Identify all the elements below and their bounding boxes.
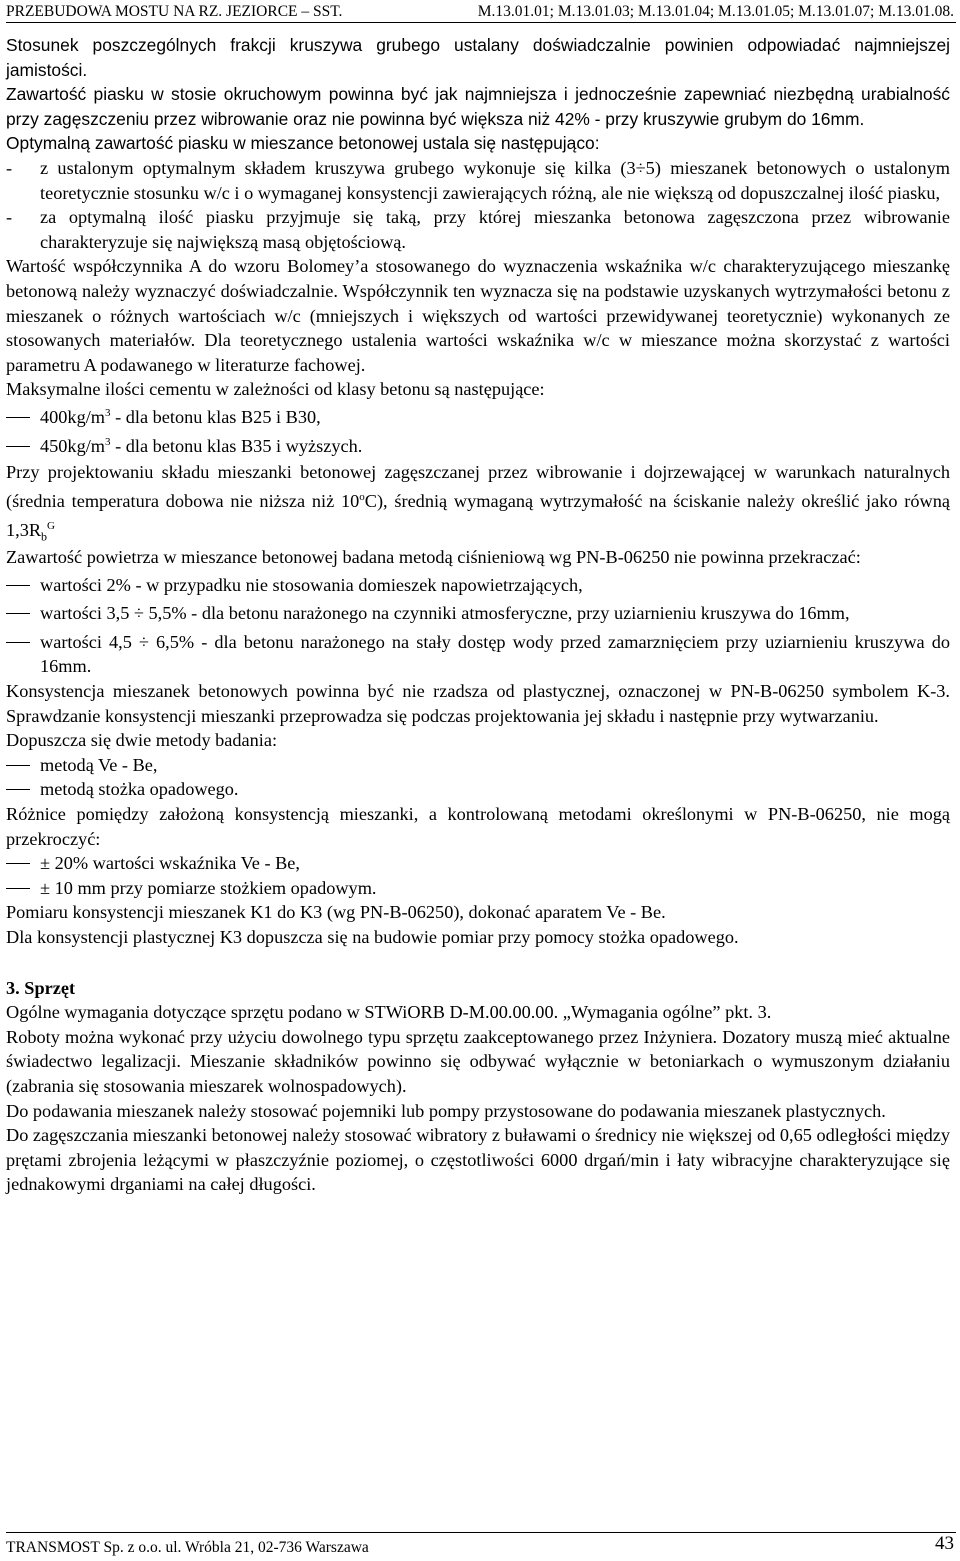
cement-value: 400kg/m [40,406,106,427]
paragraph-design-strength: Przy projektowaniu składu mieszanki betonowej zagęszczanej przez wibrowanie i dojrzewającej w warunkach naturalnych (średnia temperatura dobowa nie niższa niż 10$^o$C), średnią wymaganą wytrzymałość na ściskanie należy określić jako równą $1,3R_b^G$ [6,462,950,544]
paragraph-equipment-pumps: Do podawania mieszanek należy stosować pojemniki lub pompy przystosowane do podawania mieszanek plastycznych. [6,1100,886,1121]
list-item [6,205,950,254]
list-item-text: wartości 2% - w przypadku nie stosowania domieszek napowietrzających, [40,574,583,595]
cement-desc: - dla betonu klas B35 i wyższych. [110,435,363,456]
list-item-text: wartości 3,5 ÷ 5,5% - dla betonu narażonego na czynniki atmosferyczne, przy uziarnieniu kruszywa do 16mm, [40,603,850,624]
section-heading: 3. Sprzęt [6,977,76,998]
dash-marker [6,777,40,801]
list-item [6,777,950,802]
dash-marker [6,405,40,429]
list-marker: - [6,157,13,178]
paragraph-consistency: Konsystencja mieszanek betonowych powinna być nie rzadsza od plastycznej, oznaczonej w PN-B-06250 symbolem K-3. Sprawdzanie konsystencji mieszanki przeprowadza się podczas projektowania jej składu i następnie przy wytwarzaniu. [6,681,950,726]
footer-company-address: TRANSMOST Sp. z o.o. ul. Wróbla 21, 02-736 Warszawa [6,1539,369,1556]
cement-desc: - dla betonu klas B25 i B30, [110,406,321,427]
dash-marker [6,876,40,900]
page-number: 43 [935,1533,954,1554]
page-footer [6,1532,956,1559]
paragraph-optimal-sand: Optymalną zawartość piasku w mieszance betonowej ustala się następująco: [6,133,600,154]
list-item-text: wartości 4,5 ÷ 6,5% - dla betonu narażonego na stały dostęp wody przed zamarznięciem przy uziarnieniu kruszywa do 16mm. [40,631,950,677]
list-item-text: za optymalną ilość piasku przyjmuje się taką, przy której mieszanka betonowa zagęszczona przez wibrowanie charakteryzuje się największą masą objętościową. [40,207,950,252]
paragraph-max-cement: Maksymalne ilości cementu w zależności od klasy betonu są następujące: [6,379,545,400]
list-item-text: ± 10 mm przy pomiarze stożkiem opadowym. [40,877,377,898]
paragraph-tolerances: Różnice pomiędzy założoną konsystencją mieszanki, a kontrolowaną metodami określonymi w PN-B-06250, nie mogą przekroczyć: [6,804,950,849]
paragraph-test-methods: Dopuszcza się dwie metody badania: [6,730,278,751]
dash-marker [6,753,40,777]
dash-marker [6,601,40,625]
list-item [6,156,950,205]
list-item [6,601,950,626]
list-item [6,434,950,459]
list-item [6,573,950,598]
document-body [6,33,950,1197]
list-item-text: metodą stożka opadowego. [40,779,239,800]
list-item [6,851,950,876]
list-item-text: ± 20% wartości wskaźnika Ve - Be, [40,853,300,874]
dash-marker [6,630,40,654]
list-item [6,405,950,430]
list-item [6,753,950,778]
paragraph-equipment-vibrators: Do zagęszczania mieszanki betonowej należy stosować wibratory z buławami o średnicy nie większej od 0,65 odległości między prętami zbrojenia leżącymi w płaszczyźnie poziomej, o częstotliwości 6000 drgań/min i łaty wibracyjne charakteryzujące się jednakowymi drganiami na całej długości. [6,1125,950,1195]
paragraph-cone-measurement: Dla konsystencji plastycznej K3 dopuszcza się na budowie pomiar przy pomocy stożka opadowego. [6,927,739,947]
dash-marker [6,851,40,875]
header-spec-codes: M.13.01.01; M.13.01.03; M.13.01.04; M.13.01.05; M.13.01.07; M.13.01.08. [477,3,954,20]
paragraph-air-content: Zawartość powietrza w mieszance betonowej badana metodą ciśnieniową wg PN-B-06250 nie powinna przekraczać: [6,547,861,568]
list-item [6,630,950,679]
page-header [6,0,956,23]
cement-exponent: 3 [105,406,111,419]
dash-marker [6,434,40,458]
paragraph-equipment-general: Ogólne wymagania dotyczące sprzętu podano w STWiORB D-M.00.00.00. „Wymagania ogólne” pkt. 3. [6,1002,772,1023]
paragraph-aggregate-ratio: Stosunek poszczególnych frakcji kruszywa grubego ustalany doświadczalnie powinien odpowiadać najmniejszej jamistości. [6,35,950,80]
list-item-text: metodą Ve - Be, [40,754,158,775]
dash-marker [6,573,40,597]
list-item [6,876,950,901]
paragraph-equipment-mixers: Roboty można wykonać przy użyciu dowolnego typu sprzętu zaakceptowanego przez Inżyniera. Dozatory muszą mieć aktualne świadectwo legalizacji. Mieszanie składników powinno się odbywać wyłącznie w betoniarkach o wymuszonym działaniu (zabrania się stosowania mieszarek wolnospadowych). [6,1026,950,1096]
header-project-title: PRZEBUDOWA MOSTU NA RZ. JEZIORCE – SST. [6,3,343,20]
cement-value: 450kg/m [40,435,106,456]
paragraph-sand-content: Zawartość piasku w stosie okruchowym powinna być jak najmniejsza i jednocześnie zapewniać niezbędną urabialność przy zagęszczeniu przez wibrowanie oraz nie powinna być większa niż 42% - przy kruszywie grubym do 16mm. [6,84,950,129]
paragraph-measurement: Pomiaru konsystencji mieszanek K1 do K3 (wg PN-B-06250), dokonać aparatem Ve - Be. [6,902,666,923]
list-item-text: z ustalonym optymalnym składem kruszywa grubego wykonuje się kilka (3÷5) mieszanek betonowych o ustalonym teoretycznie stosunku w/c i o wymaganej konsystencji zawierających różną, ale nie większą od dopuszczalnej ilość piasku, [40,157,950,203]
cement-exponent: 3 [105,435,111,448]
list-marker: - [6,207,13,228]
paragraph-bolomey-coefficient: Wartość współczynnika A do wzoru Bolomey’a stosowanego do wyznaczenia wskaźnika w/c charakteryzującego mieszankę betonową należy wyznaczyć doświadczalnie. Współczynnik ten wyznacza się na podstawie uzyskanych wytrzymałości betonu z mieszanek o różnych wartościach w/c (mniejszych i większych od wartości przewidywanej teoretycznie) wykonanych ze stosowanych materiałów. Dla teoretycznego ustalenia wartości wskaźnika w/c w mieszance można skorzystać z wartości parametru A podawanego w literaturze fachowej. [6,256,950,375]
